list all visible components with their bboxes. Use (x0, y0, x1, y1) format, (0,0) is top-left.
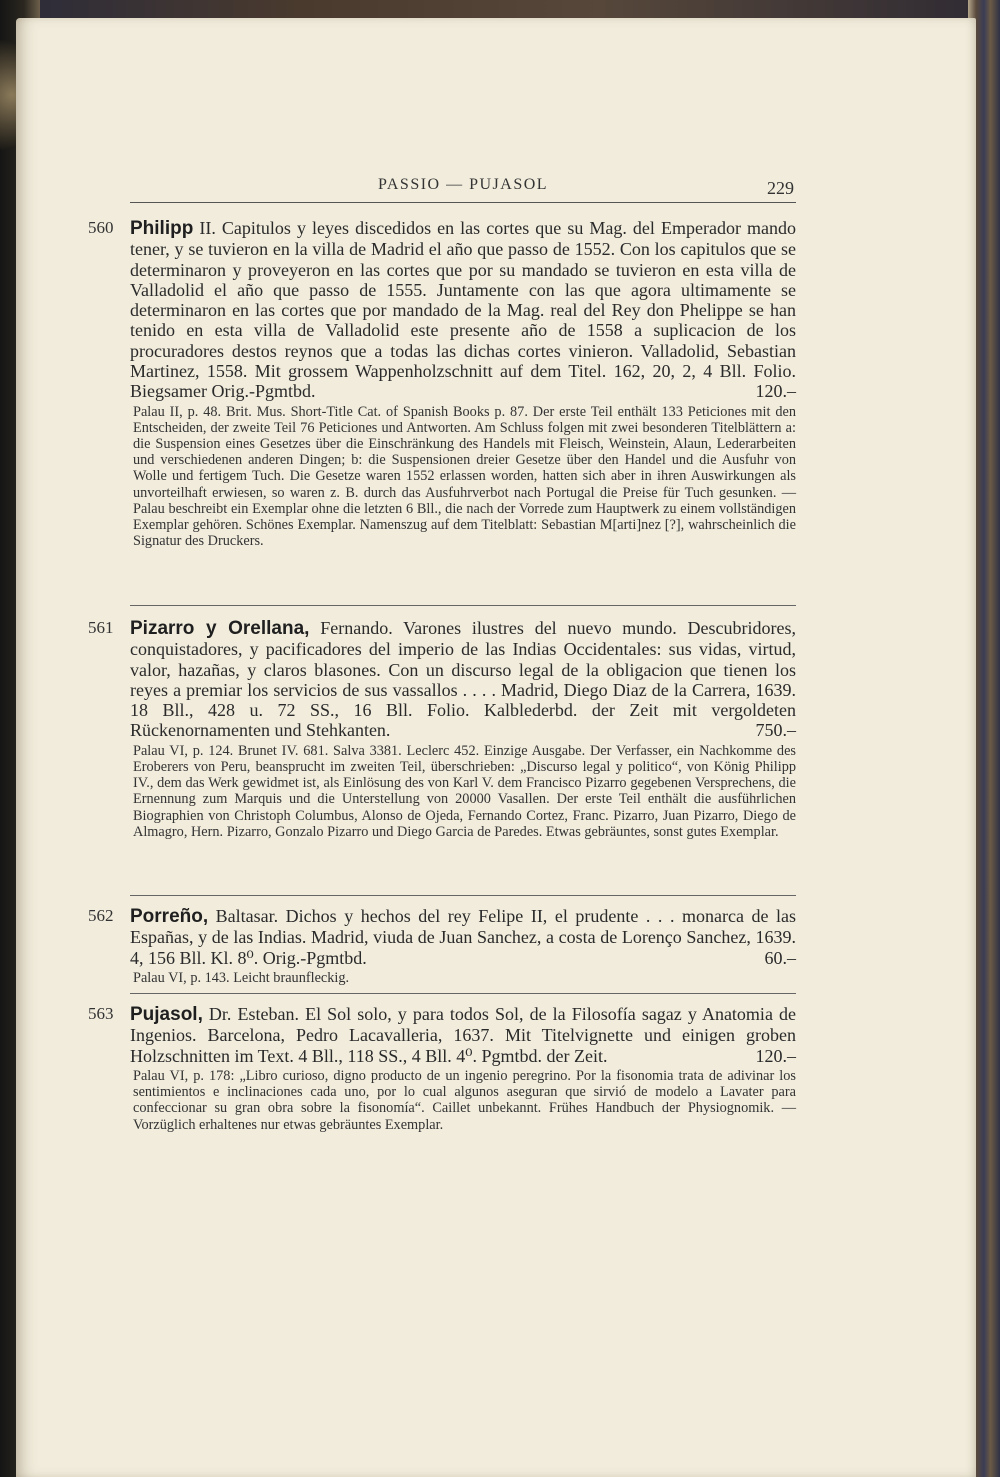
entry-note: Palau VI, p. 124. Brunet IV. 681. Salva 3381. Leclerc 452. Einzige Ausgabe. Der Verfasser, ein Nachkomme des Eroberers von Peru, beansprucht im zweiten Teil, überschrieben: „Discurso legal y politico“, von König Philipp IV., dem das Werk gewidmet ist, als Einlösung des von Karl V. dem Francisco Pizarro gegebenen Versprechens, die Ernennung zum Marquis und die Unterstellung von 20000 Vasallen. Der erste Teil enthält die ausführlichen Biographien von Christoph Columbus, Alonso de Ojeda, Fernando Cortez, Franc. Pizarro, Juan Pizarro, Diego de Almagro, Hern. Pizarro, Gonzalo Pizarro und Diego Garcia de Paredes. Etwas gebräuntes, sonst gutes Exemplar. (133, 742, 796, 840)
catalog-entry-560 (88, 218, 796, 550)
catalog-entry-563 (88, 1004, 796, 1133)
entry-description (130, 618, 796, 741)
entry-note: Palau VI, p. 178: „Libro curioso, digno producto de un ingenio peregrino. Por la fisonomia trata de adivinar los sentimientos e inclinaciones cada uno, por lo cual algunos aseguran que sirvió de modelo a Lavater para confeccionar su gran obra sobre la fisonomía“. Caillet unbekannt. Frühes Handbuch der Physiognomik. — Vorzüglich erhaltenes nur etwas gebräuntes Exemplar. (133, 1067, 796, 1133)
entry-name: Philipp (130, 218, 194, 239)
entry-name: Pujasol, (130, 1004, 203, 1025)
entry-number: 563 (88, 1004, 114, 1023)
entry-text: Dr. Esteban. El Sol solo, y para todos Sol, de la Filosofía sagaz y Anatomia de Ingenios. Barcelona, Pedro Lacavalleria, 1637. Mit Titelvignette und einigen groben Holzschnitten im Text. 4 Bll., 118 SS., 4 Bll. 4⁰. Pgmtbd. der Zeit. (130, 1004, 796, 1066)
entry-text: II. Capitulos y leyes discedidos en las cortes que su Mag. del Emperador mando tener, y se tuvieron en la villa de Madrid el año que passo de 1552. Con los capitulos que se determinaron y proveyeron en las cortes que por su mandado se tuvieron en esta villa de Valladolid el año que passo de 1555. Juntamente con las que agora ultimamente se determinaron en las cortes que por mandado de la Mag. real del Rey don Phelippe se han tenido en esta villa de Valladolid este presente año de 1558 a suplicacion de los procuradores destos reynos que a todas las dichas cortes vinieron. Valladolid, Sebastian Martinez, 1558. Mit grossem Wappenholzschnitt auf dem Titel. 162, 20, 2, 4 Bll. Folio. Biegsamer Orig.-Pgmtbd. (130, 218, 796, 402)
page-number: 229 (767, 178, 794, 198)
entry-name: Pizarro y Orellana, (130, 618, 310, 639)
entry-note: Palau II, p. 48. Brit. Mus. Short-Title Cat. of Spanish Books p. 87. Der erste Teil enthält 133 Peticiones mit den Entscheiden, der zweite Teil 76 Peticiones und Antworten. Am Schluss folgen mit zwei besonderen Titelblättern a: die Suspension eines Gesetzes über die Einschränkung des Handels mit Fleisch, Weinstein, Alaun, Lederarbeiten und verschiedenen anderen Dingen; b: die Suspensionen dreier Gesetze über den Handel und die Ausfuhr von Wolle und fertigem Tuch. Die Gesetze waren 1552 erlassen worden, hatten sich aber in ihren Auswirkungen als unvorteilhaft erwiesen, so waren z. B. durch das Ausfuhrverbot nach Portugal die Preise für Tuch gesunken. — Palau beschreibt ein Exemplar ohne die letzten 6 Bll., die nach der Vorrede zum Hauptwerk zu einem vollständigen Exemplar gehören. Schönes Exemplar. Namenszug auf dem Titelblatt: Sebastian M[arti]nez [?], wahrscheinlich die Signatur des Druckers. (133, 403, 796, 550)
catalog-entry-561 (88, 618, 796, 840)
entry-price: 60.– (764, 947, 796, 968)
entry-price: 120.– (755, 381, 796, 402)
entry-number: 561 (88, 618, 114, 637)
page-header (130, 176, 796, 203)
entry-text: Baltasar. Dichos y hechos del rey Felipe II, el prudente . . . monarca de las Españas, y de las Indias. Madrid, viuda de Juan Sanchez, a costa de Lorenço Sanchez, 1639. 4, 156 Bll. Kl. 8⁰. Orig.-Pgmtbd. (130, 906, 796, 968)
divider (130, 605, 796, 606)
entry-description (130, 1004, 796, 1066)
entry-number: 562 (88, 906, 114, 925)
running-head: PASSIO — PUJASOL (377, 176, 549, 193)
divider (130, 895, 796, 896)
divider (130, 993, 796, 994)
entry-number: 560 (88, 218, 114, 237)
entry-price: 750.– (755, 720, 796, 741)
entry-text: Fernando. Varones ilustres del nuevo mundo. Descubridores, conquistadores, y pacificadores del imperio de las Indias Occidentales: sus vidas, virtud, valor, hazañas, y claros blasones. Con un discurso legal de la obligacion que tienen los reyes a premiar los servicios de sus vassallos . . . . Madrid, Diego Diaz de la Carrera, 1639. 18 Bll., 428 u. 72 SS., 16 Bll. Folio. Kalblederbd. der Zeit mit vergoldeten Rückenornamenten und Stehkanten. (130, 618, 796, 741)
entry-note: Palau VI, p. 143. Leicht braunfleckig. (133, 969, 350, 986)
entry-price: 120.– (755, 1045, 796, 1066)
entry-description (130, 906, 796, 968)
catalog-entry-562 (88, 906, 796, 986)
entry-description (130, 218, 796, 402)
entry-name: Porreño, (130, 906, 209, 927)
